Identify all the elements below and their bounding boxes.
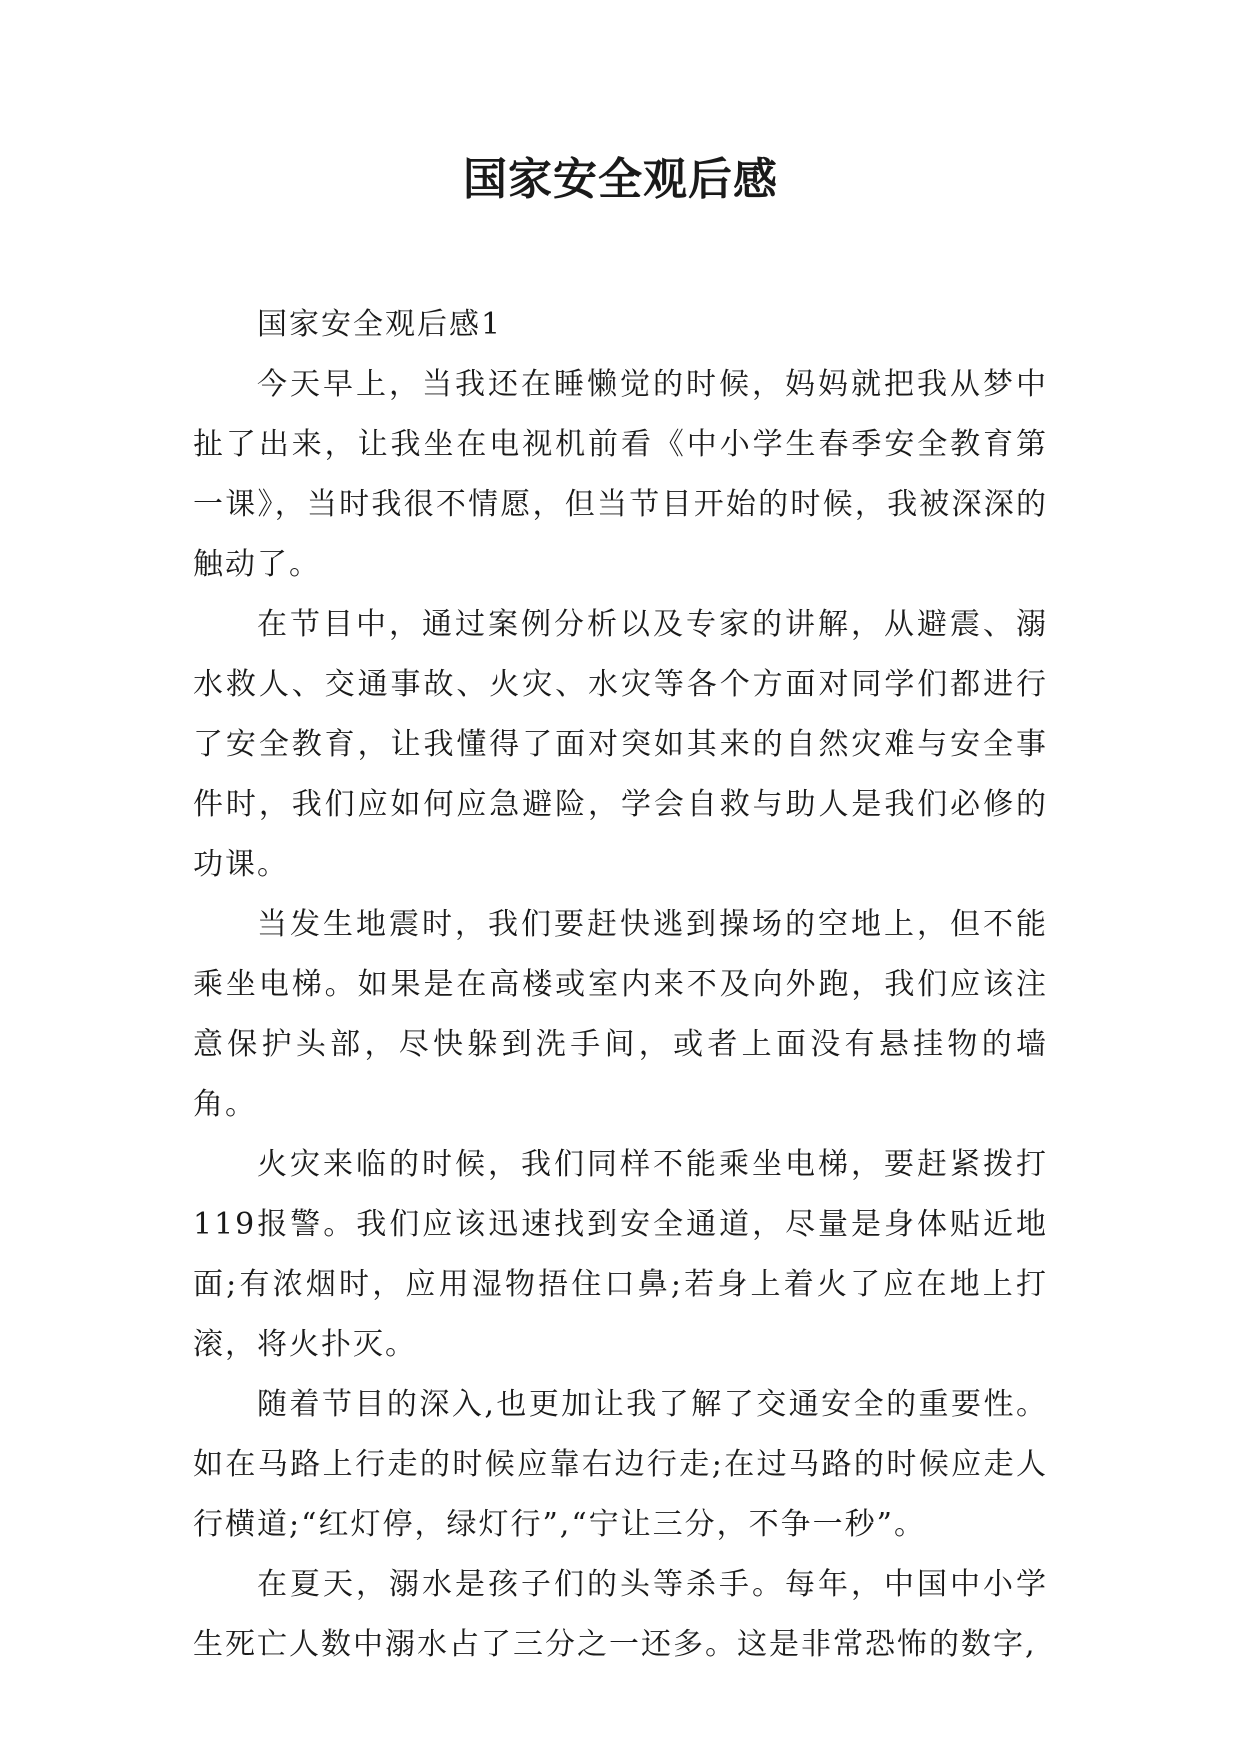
document-title: 国家安全观后感 xyxy=(463,154,778,205)
paragraph: 随着节目的深入,也更加让我了解了交通安全的重要性。如在马路上行走的时候应靠右边行走;在过马路的时候应走人行横道;“红灯停，绿灯行”,“宁让三分，不争一秒”。 xyxy=(193,1387,1048,1542)
paragraph: 火灾来临的时候，我们同样不能乘坐电梯，要赶紧拨打119报警。我们应该迅速找到安全通道，尽量是身体贴近地面;有浓烟时，应用湿物捂住口鼻;若身上着火了应在地上打滚，将火扑灭。 xyxy=(193,1147,1048,1362)
paragraph-heading: 国家安全观后感1 xyxy=(257,307,503,342)
paragraph: 在夏天，溺水是孩子们的头等杀手。每年，中国中小学生死亡人数中溺水占了三分之一还多。这是非常恐怖的数字, xyxy=(193,1567,1048,1662)
paragraph: 在节目中，通过案例分析以及专家的讲解，从避震、溺水救人、交通事故、火灾、水灾等各个方面对同学们都进行了安全教育，让我懂得了面对突如其来的自然灾难与安全事件时，我们应如何应急避险，学会自救与助人是我们必修的功课。 xyxy=(193,607,1048,882)
paragraph: 今天早上，当我还在睡懒觉的时候，妈妈就把我从梦中扯了出来，让我坐在电视机前看《中小学生春季安全教育第一课》，当时我很不情愿，但当节目开始的时候，我被深深的触动了。 xyxy=(193,367,1048,582)
document-body xyxy=(193,295,1048,1675)
paragraph: 当发生地震时，我们要赶快逃到操场的空地上，但不能乘坐电梯。如果是在高楼或室内来不及向外跑，我们应该注意保护头部，尽快躲到洗手间，或者上面没有悬挂物的墙角。 xyxy=(193,907,1048,1122)
